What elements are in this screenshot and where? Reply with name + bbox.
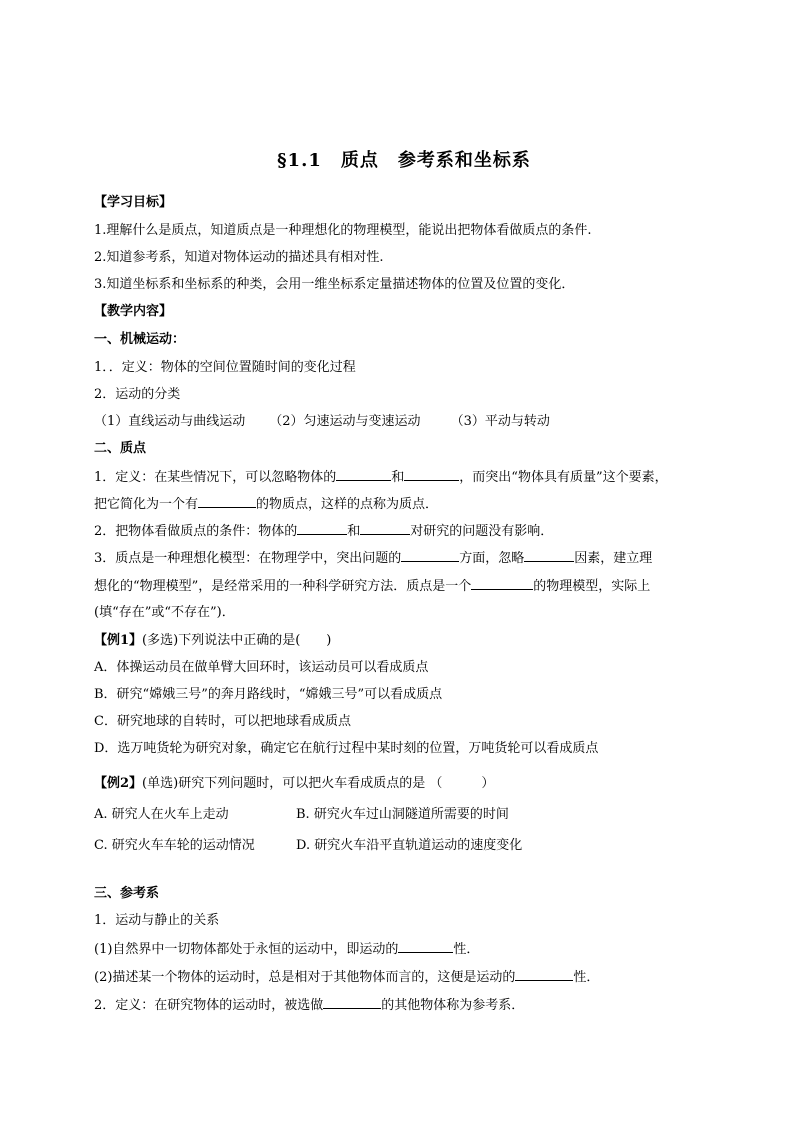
example-2-label: 【例2】 <box>94 776 143 791</box>
point-3-line-1 <box>94 549 714 568</box>
section-1-classification: 2．运动的分类 <box>94 387 181 402</box>
text: 2．定义：在研究物体的运动时，被选做 <box>94 998 324 1013</box>
classification-2: （2）匀速运动与变速运动 <box>269 414 421 429</box>
content-heading: 【教学内容】 <box>94 304 173 319</box>
point-3-line-3: (填“存在”或“不存在”)． <box>94 605 235 620</box>
section-1-definition: 1．．定义：物体的空间位置随时间的变化过程 <box>94 360 356 375</box>
example-2-option-b: B. 研究火车过山洞隧道所需要的时间 <box>296 807 509 822</box>
text: 想化的“物理模型”，是经常采用的一种科学研究方法．质点是一个 <box>94 579 472 594</box>
text: 的物理模型，实际上 <box>533 579 651 594</box>
section-2-heading: 二、质点 <box>94 441 147 456</box>
goals-heading: 【学习目标】 <box>94 195 173 210</box>
section-3-item-1: 1．运动与静止的关系 <box>94 913 220 928</box>
goal-2: 2.知道参考系，知道对物体运动的描述具有相对性. <box>94 250 384 265</box>
fill-blank[interactable] <box>524 549 574 562</box>
point-1-line-2 <box>94 495 714 514</box>
text: 3．质点是一种理想化模型：在物理学中，突出问题的 <box>94 551 402 566</box>
section-1-heading: 一、机械运动： <box>94 332 186 347</box>
example-1-option-b: B．研究“嫦娥三号”的奔月路线时，“嫦娥三号”可以看成质点 <box>94 687 443 702</box>
example-2-text: (单选)研究下列问题时，可以把火车看成质点的是 （ ） <box>142 776 495 791</box>
goal-3: 3.知道坐标系和坐标系的种类，会用一维坐标系定量描述物体的位置及位置的变化． <box>94 277 575 292</box>
fill-blank[interactable] <box>297 522 347 535</box>
page-title: §1.1 质点 参考系和坐标系 <box>277 150 531 171</box>
point-2 <box>94 522 714 541</box>
text: 2．把物体看做质点的条件：物体的 <box>94 524 298 539</box>
text: 因素，建立理 <box>574 551 653 566</box>
example-2-option-a: A. 研究人在火车上走动 <box>94 807 229 822</box>
text: 的其他物体称为参考系． <box>381 998 525 1013</box>
section-3-item-1b <box>94 968 714 987</box>
text: 对研究的问题没有影响． <box>410 524 554 539</box>
fill-blank[interactable] <box>515 968 573 981</box>
fill-blank[interactable] <box>336 468 391 481</box>
text: 的物质点，这样的点称为质点． <box>256 497 439 512</box>
text: 方面，忽略 <box>459 551 525 566</box>
fill-blank[interactable] <box>323 996 381 1009</box>
text: (1)自然界中一切物体都处于永恒的运动中，即运动的 <box>94 942 399 957</box>
example-2-option-c: C. 研究火车车轮的运动情况 <box>94 838 255 853</box>
classification-3: （3）平动与转动 <box>450 414 550 429</box>
text: 和 <box>391 470 405 485</box>
point-3-line-2 <box>94 577 714 596</box>
text: (2)描述某一个物体的运动时，总是相对于其他物体而言的，这便是运动的 <box>94 970 516 985</box>
example-2-option-d: D. 研究火车沿平直轨道运动的速度变化 <box>296 838 523 853</box>
text: 1．定义：在某些情况下，可以忽略物体的 <box>94 470 337 485</box>
text: 性． <box>573 970 600 985</box>
text: ，而突出“物体具有质量”这个要素， <box>459 470 668 485</box>
example-1-option-c: C．研究地球的自转时，可以把地球看成质点 <box>94 714 351 729</box>
text: 把它简化为一个有 <box>94 497 199 512</box>
fill-blank[interactable] <box>404 468 459 481</box>
example-1-label: 【例1】 <box>94 633 143 648</box>
point-1-line-1 <box>94 468 714 487</box>
fill-blank[interactable] <box>471 577 533 590</box>
example-2-options-row-2 <box>94 837 714 855</box>
example-1-option-a: A．体操运动员在做单臂大回环时，该运动员可以看成质点 <box>94 660 429 675</box>
fill-blank[interactable] <box>360 522 410 535</box>
example-1-text: (多选)下列说法中正确的是( ) <box>142 633 332 648</box>
section-3-item-1a <box>94 940 714 959</box>
goal-1: 1.理解什么是质点，知道质点是一种理想化的物理模型，能说出把物体看做质点的条件. <box>94 223 592 238</box>
fill-blank[interactable] <box>198 495 256 508</box>
example-2-question <box>94 775 714 793</box>
example-1-question <box>94 632 714 650</box>
section-3-item-2 <box>94 996 714 1015</box>
classification-1: （1）直线运动与曲线运动 <box>94 414 246 429</box>
example-1-option-d: D．选万吨货轮为研究对象，确定它在航行过程中某时刻的位置，万吨货轮可以看成质点 <box>94 741 599 756</box>
section-3-heading: 三、参考系 <box>94 886 160 901</box>
fill-blank[interactable] <box>401 549 459 562</box>
example-2-options-row-1 <box>94 806 714 824</box>
fill-blank[interactable] <box>398 940 453 953</box>
classification-items <box>94 413 714 431</box>
text: 性． <box>453 942 480 957</box>
text: 和 <box>347 524 361 539</box>
